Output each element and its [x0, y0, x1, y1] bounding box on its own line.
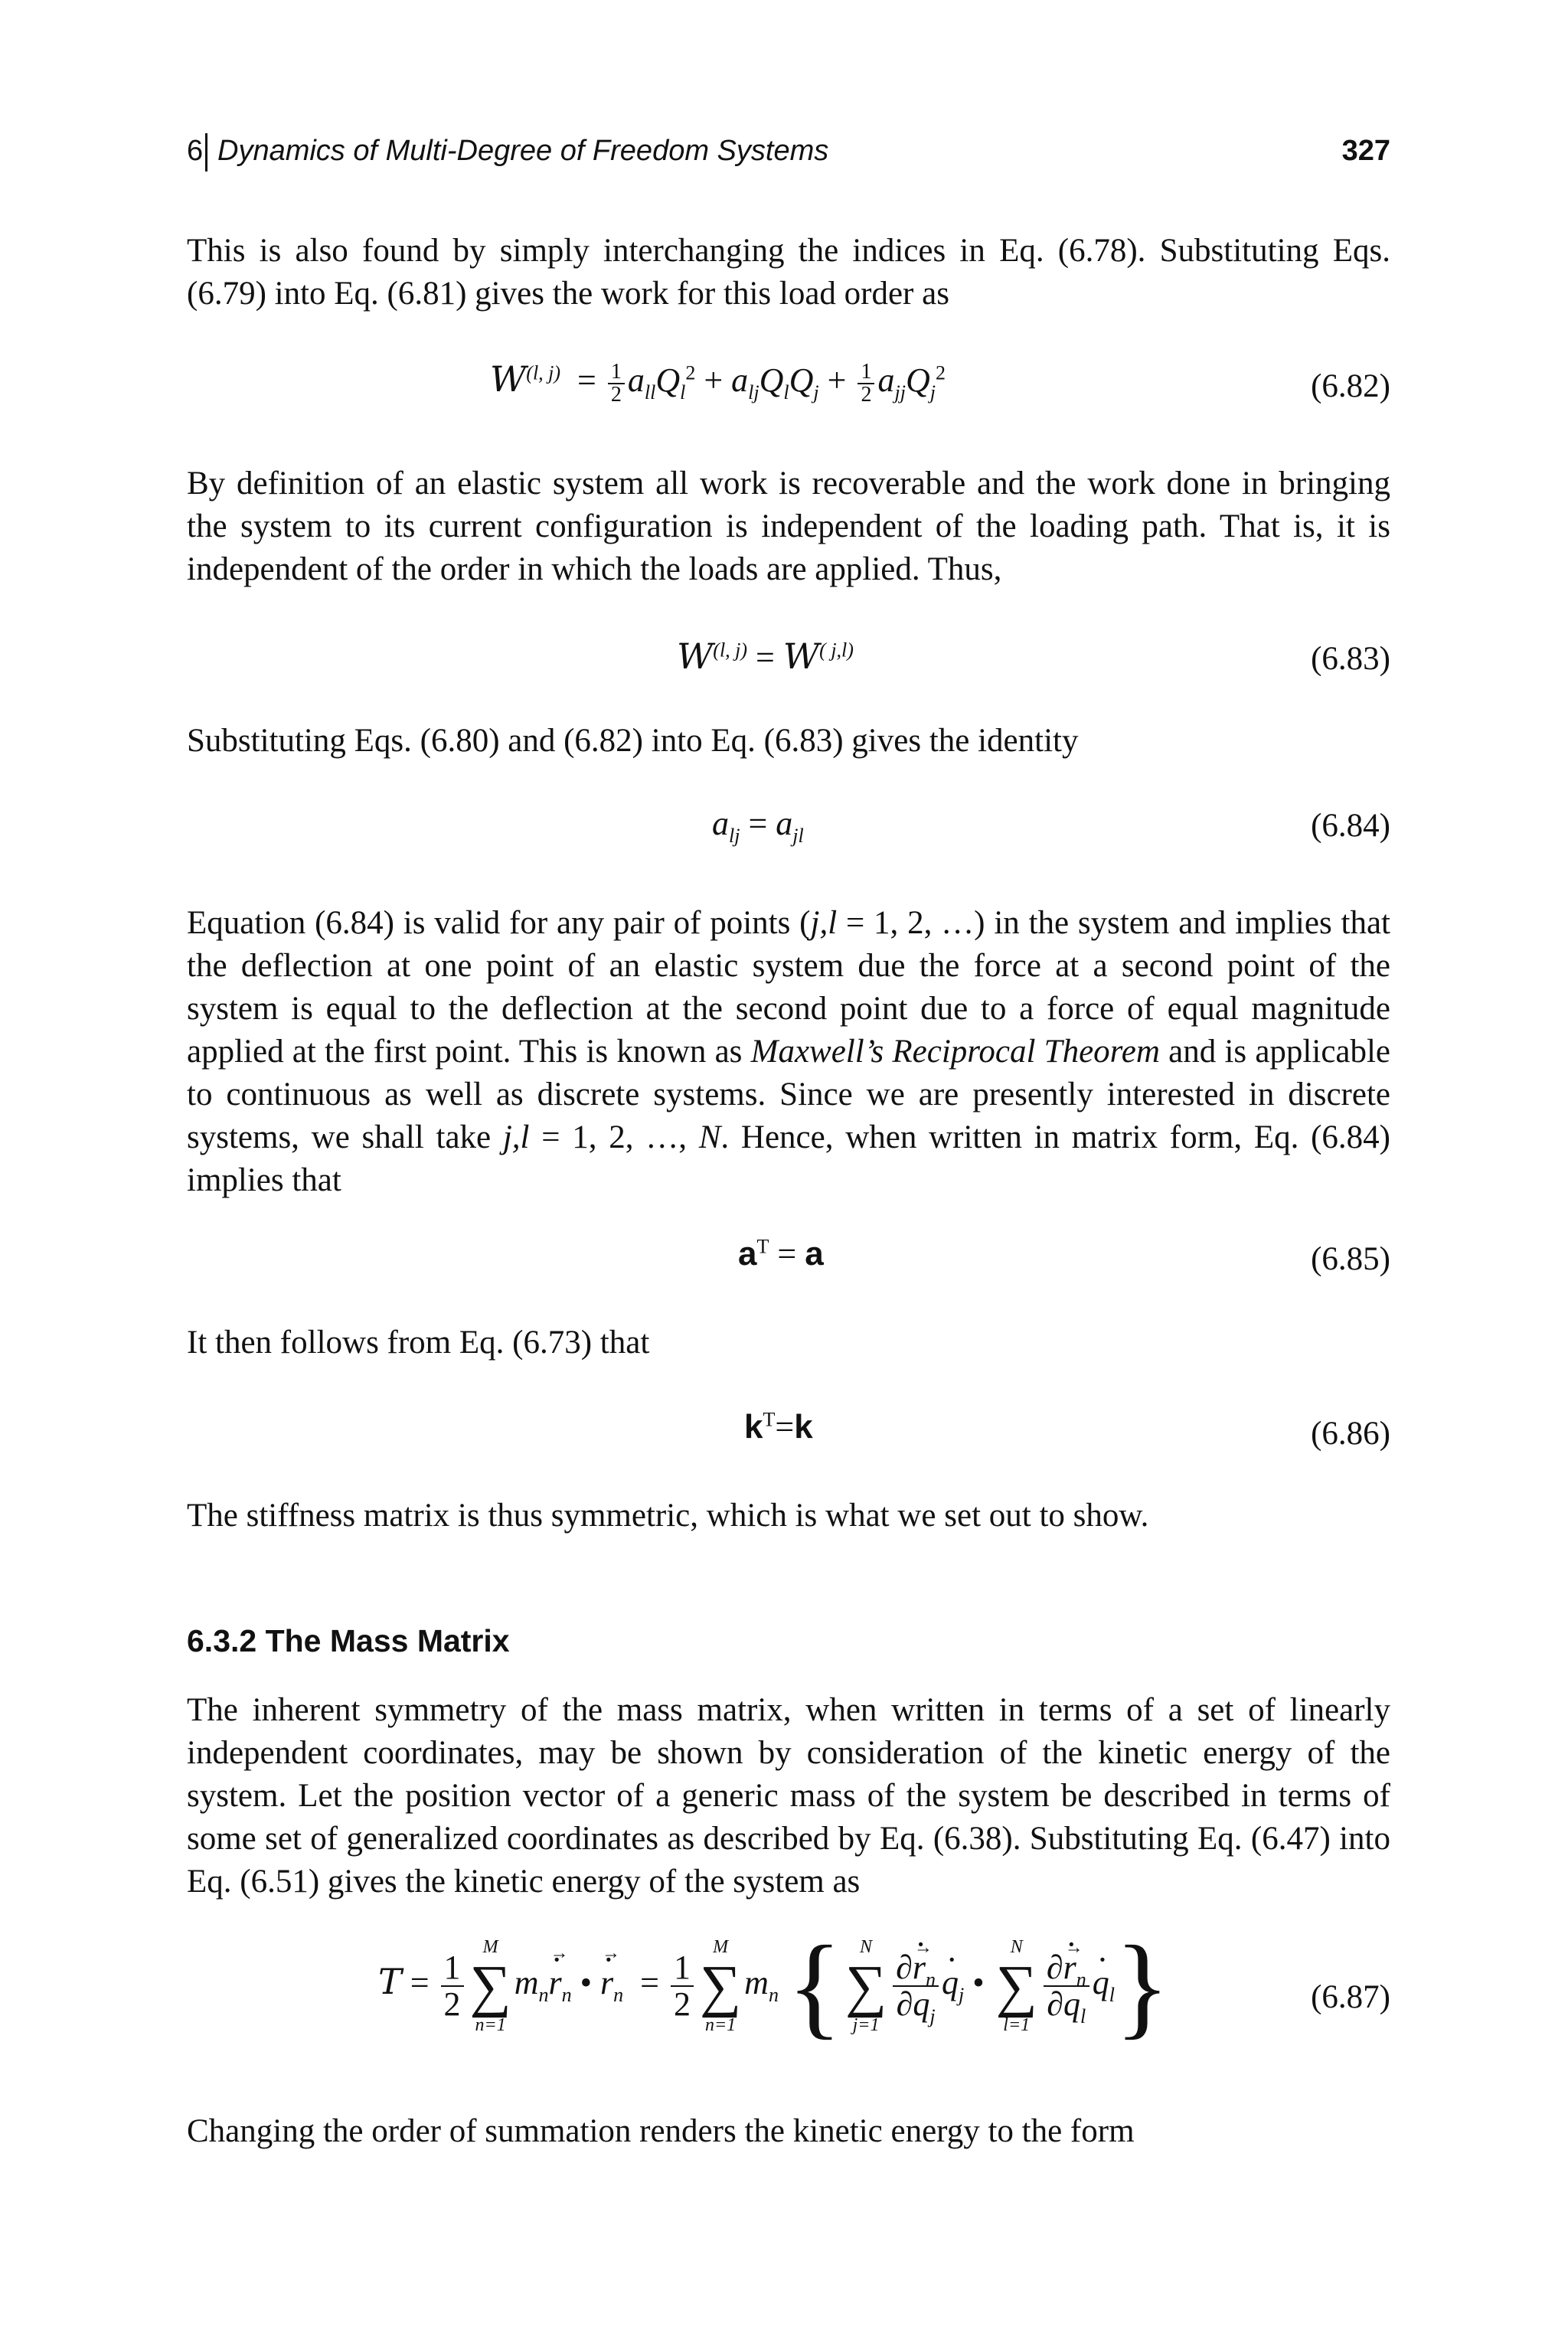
paragraph-2: By definition of an elastic system all work is recoverable and the work done in bringing the system to its current configuration is independent of the loading path. That is, it is independent of the order in which the loads are applied. Thus,: [187, 466, 1390, 587]
paragraph-5: It then follows from Eq. (6.73) that: [187, 1325, 650, 1361]
equation-number: (6.86): [1311, 1416, 1390, 1452]
paragraph-8: Changing the order of summation renders the kinetic energy to the form: [187, 2113, 1135, 2149]
equation-6-83: [187, 632, 1390, 686]
chapter-number: 6: [187, 135, 204, 167]
paragraph-4-text: Equation (6.84) is valid for any pair of points (: [187, 905, 811, 941]
paragraph-7: The inherent symmetry of the mass matrix, when written in terms of a set of linearly independent coordinates, may be shown by consideration of the kinetic energy of the system. Let the position vector of a generic mass of the system be described in terms of some set of generalized coordinates as described by Eq. (6.38). Substituting Eq. (6.47) into Eq. (6.51) gives the kinetic energy of the system as: [187, 1692, 1390, 1900]
equation-6-85-body: $a^T = a$: [738, 1235, 824, 1273]
chapter-title: Dynamics of Multi-Degree of Freedom Systems: [217, 135, 829, 167]
paragraph-4-text: = 1, 2, …,: [529, 1119, 699, 1155]
equation-number: (6.82): [1311, 368, 1390, 404]
equation-6-86-body: $k^T=k$: [744, 1408, 813, 1446]
equation-6-84-body: $a_{lj} = a_{jl}$: [712, 805, 804, 847]
equation-6-87-body: T = $\frac{1}{2}$ M ∑ n=1 $m_n\cdot r \to_n$ • · $r \to_n$ = $\frac{1}{2}$ M ∑ n=1 $m_n$ { N ∑ j=1 $\frac{\partial\cdot r \to_n}{\partial q_j}$ · $q_j$ • N ∑ l=1 $\frac{\partial\cdot r \to_n}{\partial q_l}$ · $q_l$}: [378, 1937, 1170, 2035]
equation-number: (6.83): [1311, 641, 1390, 677]
chapter-divider: [205, 133, 207, 172]
paragraph-4: [187, 902, 1390, 1202]
paragraph-4-text: = 1, 2, …) in the system and implies that the deflection at one point of an elastic system due the force at a second point of the system is equal to the deflection at the second point due to a force of equal magnitude applied at the first point. This is known as: [187, 905, 1390, 1070]
equation-number: (6.85): [1311, 1241, 1390, 1277]
paragraph-4-text: . Hence, when written in matrix form, Eq. (6.84) implies that: [187, 1119, 1390, 1198]
paragraph-6: The stiffness matrix is thus symmetric, which is what we set out to show.: [187, 1498, 1149, 1534]
theorem-name: Maxwell’s Reciprocal Theorem: [750, 1034, 1160, 1070]
equation-number: (6.84): [1311, 808, 1390, 844]
equation-6-84: [187, 802, 1390, 856]
index-variables: j,l: [810, 905, 838, 941]
equation-6-83-body: $W^{(l, j)} = W^{( j,l)}$: [677, 635, 854, 677]
equation-6-86: [187, 1406, 1390, 1459]
paragraph-4-text: and is applicable to continuous as well as discrete systems. Since we are presently interested in discrete systems, we shall take: [187, 1034, 1391, 1155]
paragraph-3: Substituting Eqs. (6.80) and (6.82) into Eq. (6.83) gives the identity: [187, 723, 1079, 759]
equation-6-85: [187, 1233, 1390, 1286]
paragraph-1: This is also found by simply interchanging the indices in Eq. (6.78). Substituting Eqs. (6.79) into Eq. (6.81) gives the work for this load order as: [187, 233, 1390, 312]
equation-6-82-body: W$^{(l, j)}$ = $\frac{1}{2}$ $a_{ll}Q_l^2 + a_{lj}Q_lQ_j$ + $\frac{1}{2}$ $a_{jj}Q_j^2$: [490, 358, 946, 407]
equation-number: (6.87): [1311, 1979, 1390, 2015]
variable-n: N: [698, 1119, 721, 1155]
section-heading: 6.3.2 The Mass Matrix: [187, 1623, 510, 1658]
equation-6-87: [187, 1923, 1390, 2060]
page-number: 327: [1341, 135, 1390, 167]
index-variables: j,l: [502, 1119, 530, 1155]
running-head: [187, 135, 1390, 175]
equation-6-82: [187, 354, 1390, 415]
